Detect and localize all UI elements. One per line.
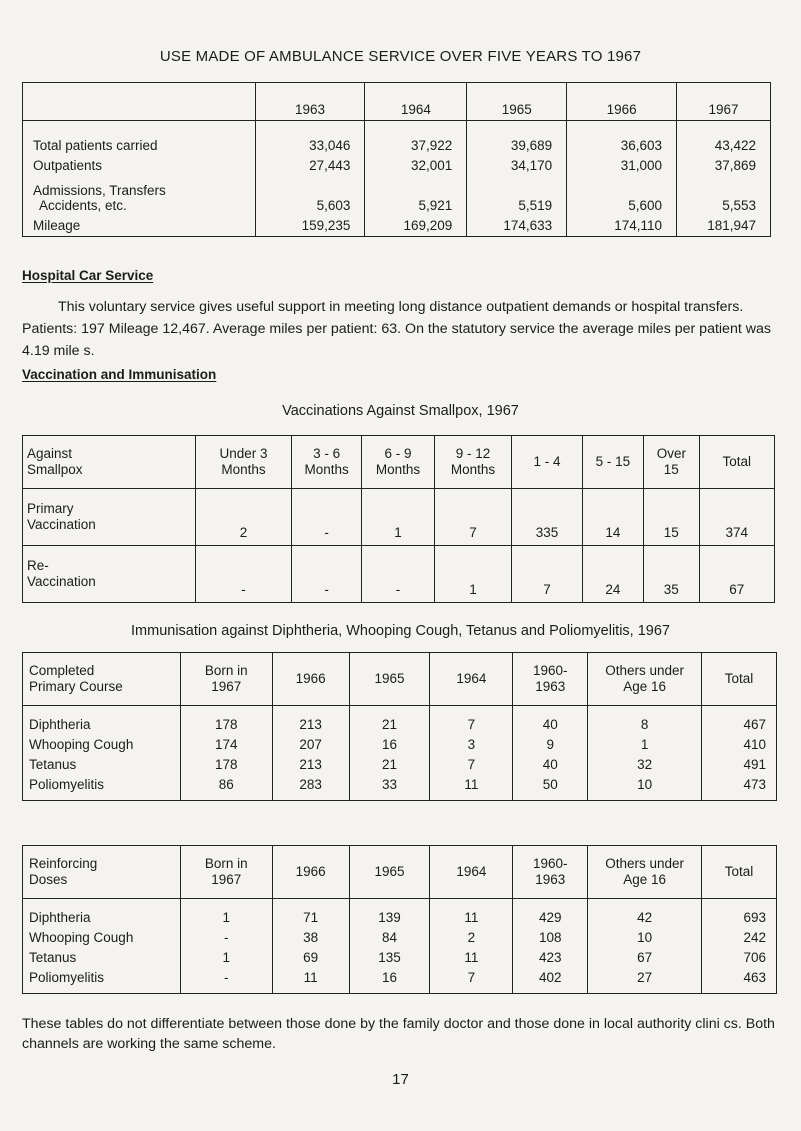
row-label: Tetanus — [29, 756, 77, 772]
table-cell: 410 — [702, 734, 777, 754]
header-line: 9 - 12 — [455, 446, 491, 461]
table-cell: 213 — [272, 706, 349, 735]
header-cell — [430, 846, 513, 899]
header-line: 1967 — [211, 679, 242, 694]
table-header-row — [23, 653, 777, 706]
row-label — [23, 546, 196, 603]
table-row — [23, 546, 775, 603]
table-cell: 33,046 — [255, 121, 365, 154]
table-cell: 36,603 — [567, 121, 677, 154]
header-line: 1966 — [295, 864, 326, 879]
header-line: 1964 — [456, 864, 487, 879]
table-cell: 42 — [588, 899, 702, 928]
table-cell: 9 — [513, 734, 588, 754]
row-label — [23, 489, 196, 546]
header-cell — [702, 653, 777, 706]
header-line: Under 3 — [219, 446, 268, 461]
header-line: 1 - 4 — [533, 454, 561, 469]
table-cell: 1 — [588, 734, 702, 754]
table-row — [23, 213, 771, 237]
table-row — [23, 774, 777, 801]
table-row — [23, 734, 777, 754]
table-cell: 402 — [513, 967, 588, 994]
header-line: Against — [27, 446, 73, 461]
table-cell: 69 — [272, 947, 349, 967]
table-row — [23, 153, 771, 173]
header-line: 1960- — [533, 663, 568, 678]
table-row — [23, 899, 777, 928]
header-line: 15 — [663, 462, 679, 477]
table-cell: 693 — [702, 899, 777, 928]
row-label-line: Accidents, etc. — [39, 198, 127, 213]
header-line: Born in — [204, 856, 248, 871]
header-line: Completed — [29, 663, 95, 678]
table-cell: 67 — [588, 947, 702, 967]
table-cell: 174,633 — [467, 213, 567, 237]
table-cell: 38 — [272, 927, 349, 947]
table-cell: 21 — [349, 754, 430, 774]
table-cell: 242 — [702, 927, 777, 947]
header-line: 1960- — [533, 856, 568, 871]
table-cell: 335 — [512, 489, 582, 546]
table-cell: 37,922 — [365, 121, 467, 154]
header-line: 5 - 15 — [595, 454, 631, 469]
header-cell — [699, 436, 774, 489]
header-line: Reinforcing — [29, 856, 98, 871]
table-cell: 31,000 — [567, 153, 677, 173]
header-cell — [702, 846, 777, 899]
ambulance-usage-table — [22, 82, 771, 237]
table-cell: 423 — [513, 947, 588, 967]
table-cell: 14 — [582, 489, 643, 546]
header-line: 6 - 9 — [384, 446, 412, 461]
row-label-line: Re- — [27, 558, 49, 573]
table-cell: 10 — [588, 927, 702, 947]
table-cell: - — [180, 927, 272, 947]
table-cell: 39,689 — [467, 121, 567, 154]
table-cell: 283 — [272, 774, 349, 801]
table-header-row — [23, 83, 771, 121]
table-cell: 1 — [180, 899, 272, 928]
table-cell: 16 — [349, 967, 430, 994]
table-cell: - — [180, 967, 272, 994]
header-line: Total — [724, 671, 754, 686]
header-cell — [582, 436, 643, 489]
header-line: Months — [450, 462, 496, 477]
header-line: Total — [722, 454, 752, 469]
header-cell — [588, 846, 702, 899]
header-cell — [434, 436, 512, 489]
row-label: Diphtheria — [29, 716, 91, 732]
table-cell: 207 — [272, 734, 349, 754]
table-row — [23, 489, 775, 546]
header-line: 1966 — [295, 671, 326, 686]
table-cell: 5,553 — [677, 173, 771, 213]
page-number: 17 — [392, 1071, 409, 1088]
table-cell: 2 — [430, 927, 513, 947]
table-cell: 1 — [434, 546, 512, 603]
table-row — [23, 754, 777, 774]
header-cell — [196, 436, 292, 489]
row-label: Mileage — [33, 218, 81, 233]
table-cell: 1 — [362, 489, 434, 546]
table-cell: 10 — [588, 774, 702, 801]
table-cell: 11 — [272, 967, 349, 994]
table-row — [23, 947, 777, 967]
header-line: Smallpox — [27, 462, 83, 477]
header-line: Months — [221, 462, 266, 477]
table-cell: 7 — [512, 546, 582, 603]
header-cell — [644, 436, 699, 489]
table-cell: 35 — [644, 546, 699, 603]
table-row — [23, 927, 777, 947]
header-line: 1963 — [535, 872, 566, 887]
header-cell — [349, 846, 430, 899]
header-line: Total — [724, 864, 754, 879]
table-cell: 463 — [702, 967, 777, 994]
header-cell-year: 1964 — [365, 83, 467, 121]
table-cell: - — [362, 546, 434, 603]
table-cell: 33 — [349, 774, 430, 801]
table-cell: 174 — [180, 734, 272, 754]
row-label: Whooping Cough — [29, 736, 134, 752]
header-cell — [23, 846, 181, 899]
table-cell: 7 — [430, 754, 513, 774]
header-cell-year: 1966 — [567, 83, 677, 121]
table-cell: 429 — [513, 899, 588, 928]
header-line: Months — [304, 462, 349, 477]
table-cell: 21 — [349, 706, 430, 735]
table-cell: 3 — [430, 734, 513, 754]
table-row — [23, 121, 771, 154]
row-label: Poliomyelitis — [29, 969, 105, 985]
header-cell — [349, 653, 430, 706]
header-line: 1963 — [535, 679, 566, 694]
table-row — [23, 706, 777, 735]
header-cell — [180, 653, 272, 706]
header-cell-empty — [23, 83, 256, 121]
header-line: Doses — [29, 872, 68, 887]
header-line: 1964 — [456, 671, 487, 686]
smallpox-table — [22, 435, 775, 603]
table-cell: 159,235 — [255, 213, 365, 237]
immunisation-caption: Immunisation against Diphtheria, Whooping Cough, Tetanus and Poliomyelitis, 1967 — [131, 623, 670, 639]
header-line: Age 16 — [623, 679, 667, 694]
primary-course-table — [22, 652, 777, 801]
table-cell: 213 — [272, 754, 349, 774]
header-line: Age 16 — [623, 872, 667, 887]
table-cell: 11 — [430, 774, 513, 801]
header-line: Born in — [204, 663, 248, 678]
table-header-row — [23, 436, 775, 489]
header-cell-year: 1963 — [255, 83, 365, 121]
vaccination-heading: Vaccination and Immunisation — [22, 367, 217, 382]
header-cell — [513, 653, 588, 706]
table-cell: 15 — [644, 489, 699, 546]
table-cell: 84 — [349, 927, 430, 947]
table-cell: 139 — [349, 899, 430, 928]
hospital-car-heading: Hospital Car Service — [22, 268, 154, 283]
header-cell — [512, 436, 582, 489]
hospital-car-paragraph: This voluntary service gives useful support in meeting long distance outpatient demands or hospital transfers. Patients: 197 Mileage 12,467. Average miles per patient: 63. On the statutory service the average miles per patient was 4.19 mile s. — [22, 299, 771, 359]
header-cell-year: 1965 — [467, 83, 567, 121]
table-cell: 7 — [434, 489, 512, 546]
table-cell: 181,947 — [677, 213, 771, 237]
table-cell: 11 — [430, 947, 513, 967]
table-cell: 32,001 — [365, 153, 467, 173]
header-line: 1965 — [374, 671, 405, 686]
header-line: Others under — [605, 856, 685, 871]
row-label-line: Admissions, Transfers — [33, 183, 166, 198]
table-row — [23, 173, 771, 213]
table-cell: 8 — [588, 706, 702, 735]
row-label-line: Vaccination — [27, 517, 96, 532]
table-cell: - — [196, 546, 292, 603]
header-cell — [430, 653, 513, 706]
header-cell — [362, 436, 434, 489]
table-cell: 50 — [513, 774, 588, 801]
table-cell: 34,170 — [467, 153, 567, 173]
table-cell: 491 — [702, 754, 777, 774]
smallpox-caption: Vaccinations Against Smallpox, 1967 — [282, 403, 519, 419]
row-label: Poliomyelitis — [29, 776, 105, 792]
row-label — [23, 173, 256, 213]
header-cell — [513, 846, 588, 899]
table-cell: 178 — [180, 754, 272, 774]
table-cell: 40 — [513, 754, 588, 774]
row-label: Diphtheria — [29, 909, 91, 925]
table-cell: 135 — [349, 947, 430, 967]
header-cell — [272, 653, 349, 706]
page-title: USE MADE OF AMBULANCE SERVICE OVER FIVE YEARS TO 1967 — [159, 48, 642, 65]
table-cell: 2 — [196, 489, 292, 546]
table-cell: 108 — [513, 927, 588, 947]
header-cell — [291, 436, 361, 489]
table-cell: 706 — [702, 947, 777, 967]
table-cell: 7 — [430, 706, 513, 735]
table-cell: 374 — [699, 489, 774, 546]
header-cell — [23, 436, 196, 489]
header-cell — [180, 846, 272, 899]
table-cell: 40 — [513, 706, 588, 735]
table-cell: 27 — [588, 967, 702, 994]
table-cell: 11 — [430, 899, 513, 928]
table-header-row — [23, 846, 777, 899]
table-cell: - — [291, 489, 361, 546]
header-cell — [23, 653, 181, 706]
table-cell: - — [291, 546, 361, 603]
table-cell: 473 — [702, 774, 777, 801]
row-label-line: Primary — [27, 501, 74, 516]
header-line: Over — [656, 446, 686, 461]
table-cell: 169,209 — [365, 213, 467, 237]
table-cell: 37,869 — [677, 153, 771, 173]
row-label-line: Vaccination — [27, 574, 96, 589]
table-cell: 174,110 — [567, 213, 677, 237]
table-cell: 5,921 — [365, 173, 467, 213]
footnote: These tables do not differentiate between those done by the family doctor and those done in local authority clini cs. Both channels are working the same scheme. — [22, 1016, 775, 1052]
table-cell: 5,600 — [567, 173, 677, 213]
row-label: Outpatients — [33, 158, 103, 173]
header-line: 1965 — [374, 864, 405, 879]
row-label: Tetanus — [29, 949, 77, 965]
table-cell: 71 — [272, 899, 349, 928]
header-cell-year: 1967 — [677, 83, 771, 121]
table-cell: 467 — [702, 706, 777, 735]
table-cell: 27,443 — [255, 153, 365, 173]
table-cell: 24 — [582, 546, 643, 603]
header-cell — [272, 846, 349, 899]
header-line: 1967 — [211, 872, 242, 887]
table-cell: 5,603 — [255, 173, 365, 213]
row-label: Total patients carried — [33, 138, 158, 153]
table-cell: 43,422 — [677, 121, 771, 154]
header-cell — [588, 653, 702, 706]
table-row — [23, 967, 777, 994]
header-line: Others under — [605, 663, 685, 678]
table-cell: 86 — [180, 774, 272, 801]
table-cell: 1 — [180, 947, 272, 967]
table-cell: 67 — [699, 546, 774, 603]
header-line: 3 - 6 — [313, 446, 341, 461]
table-cell: 32 — [588, 754, 702, 774]
reinforcing-doses-table — [22, 845, 777, 994]
table-cell: 5,519 — [467, 173, 567, 213]
row-label: Whooping Cough — [29, 929, 134, 945]
table-cell: 7 — [430, 967, 513, 994]
table-cell: 16 — [349, 734, 430, 754]
header-line: Months — [375, 462, 421, 477]
header-line: Primary Course — [29, 679, 123, 694]
table-cell: 178 — [180, 706, 272, 735]
